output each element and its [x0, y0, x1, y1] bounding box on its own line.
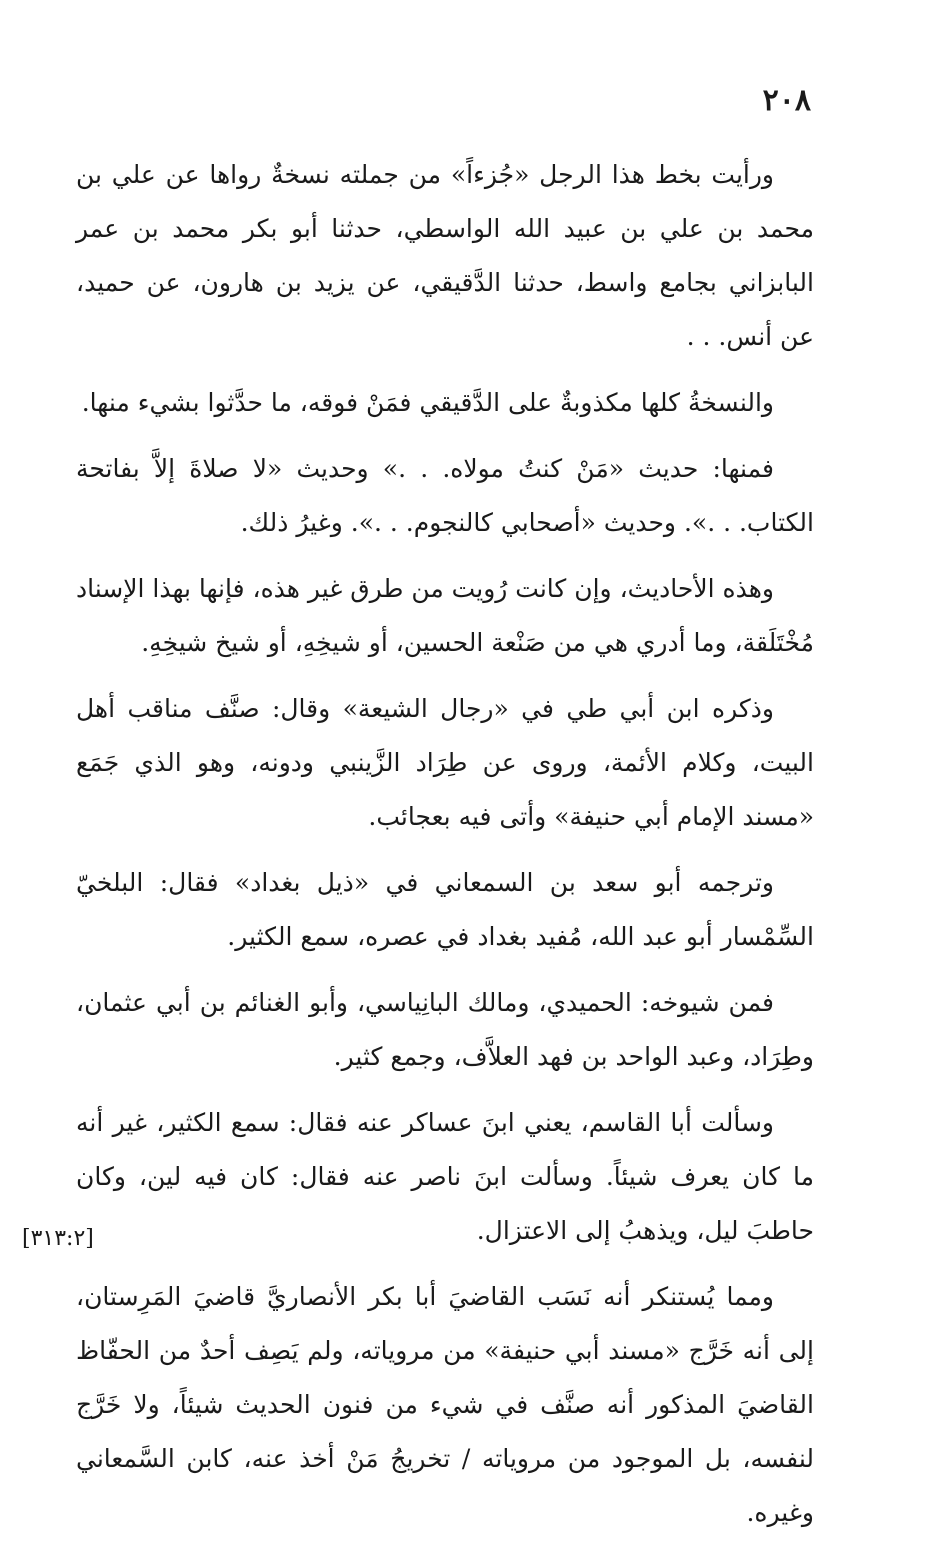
paragraph: وترجمه أبو سعد بن السمعاني في «ذيل بغداد» فقال: البلخيّ السِّمْسار أبو عبد الله، مُفيد بغداد في عصره، سمع الكثير. — [76, 868, 814, 951]
margin-reference: [٣١٣:٢] — [22, 1226, 94, 1251]
paragraph: ورأيت بخط هذا الرجل «جُزءاً» من جملته نسخةٌ رواها عن علي بن محمد بن علي بن عبيد الله الواسطي، حدثنا أبو بكر محمد بن عمر البابزاني بجامع واسط، حدثنا الدَّقيقي، عن يزيد بن هارون، عن حميد، عن أنس. . . — [76, 160, 814, 351]
body-text — [76, 148, 814, 1552]
paragraph: وسألت أبا القاسم، يعني ابنَ عساكر عنه فقال: سمع الكثير، غير أنه ما كان يعرف شيئاً. وسألت ابنَ ناصر عنه فقال: كان فيه لين، وكان حاطبَ ليل، ويذهبُ إلى الاعتزال. — [76, 1108, 814, 1245]
paragraph: فمنها: حديث «مَنْ كنتُ مولاه. . .» وحديث «لا صلاةَ إلاَّ بفاتحة الكتاب. . .». وحديث «أصحابي كالنجوم. . .». وغيرُ ذلك. — [76, 454, 814, 537]
paragraph: فمن شيوخه: الحميدي، ومالك البانِياسي، وأبو الغنائم بن أبي عثمان، وطِرَاد، وعبد الواحد بن فهد العلاَّف، وجمع كثير. — [76, 988, 814, 1071]
paragraph: وذكره ابن أبي طي في «رجال الشيعة» وقال: صنَّف مناقب أهل البيت، وكلام الأئمة، وروى عن طِرَاد الزَّينبي ودونه، وهو الذي جَمَع «مسند الإمام أبي حنيفة» وأتى فيه بعجائب. — [76, 694, 814, 831]
page-number: ٢٠٨ — [762, 83, 811, 118]
paragraph: ومما يُستنكر أنه نَسَب القاضيَ أبا بكر الأنصاريَّ قاضيَ المَرِستان، إلى أنه خَرَّج «مسند أبي حنيفة» من مروياته، ولم يَصِف أحدٌ من الحفّاظ القاضيَ المذكور أنه صنَّف في شيء من فنون الحديث شيئاً، ولا خَرَّج لنفسه، بل الموجود من مروياته / تخريجُ مَنْ أخذ عنه، كابن السَّمعاني وغيره. — [76, 1282, 814, 1527]
paragraph: والنسخةُ كلها مكذوبةٌ على الدَّقيقي فمَنْ فوقه، ما حدَّثوا بشيء منها. — [81, 388, 774, 417]
paragraph: وهذه الأحاديث، وإن كانت رُويت من طرق غير هذه، فإنها بهذا الإسناد مُخْتَلَقة، وما أدري هي من صَنْعة الحسين، أو شيخِهِ، أو شيخ شيخِهِ. — [76, 574, 814, 657]
